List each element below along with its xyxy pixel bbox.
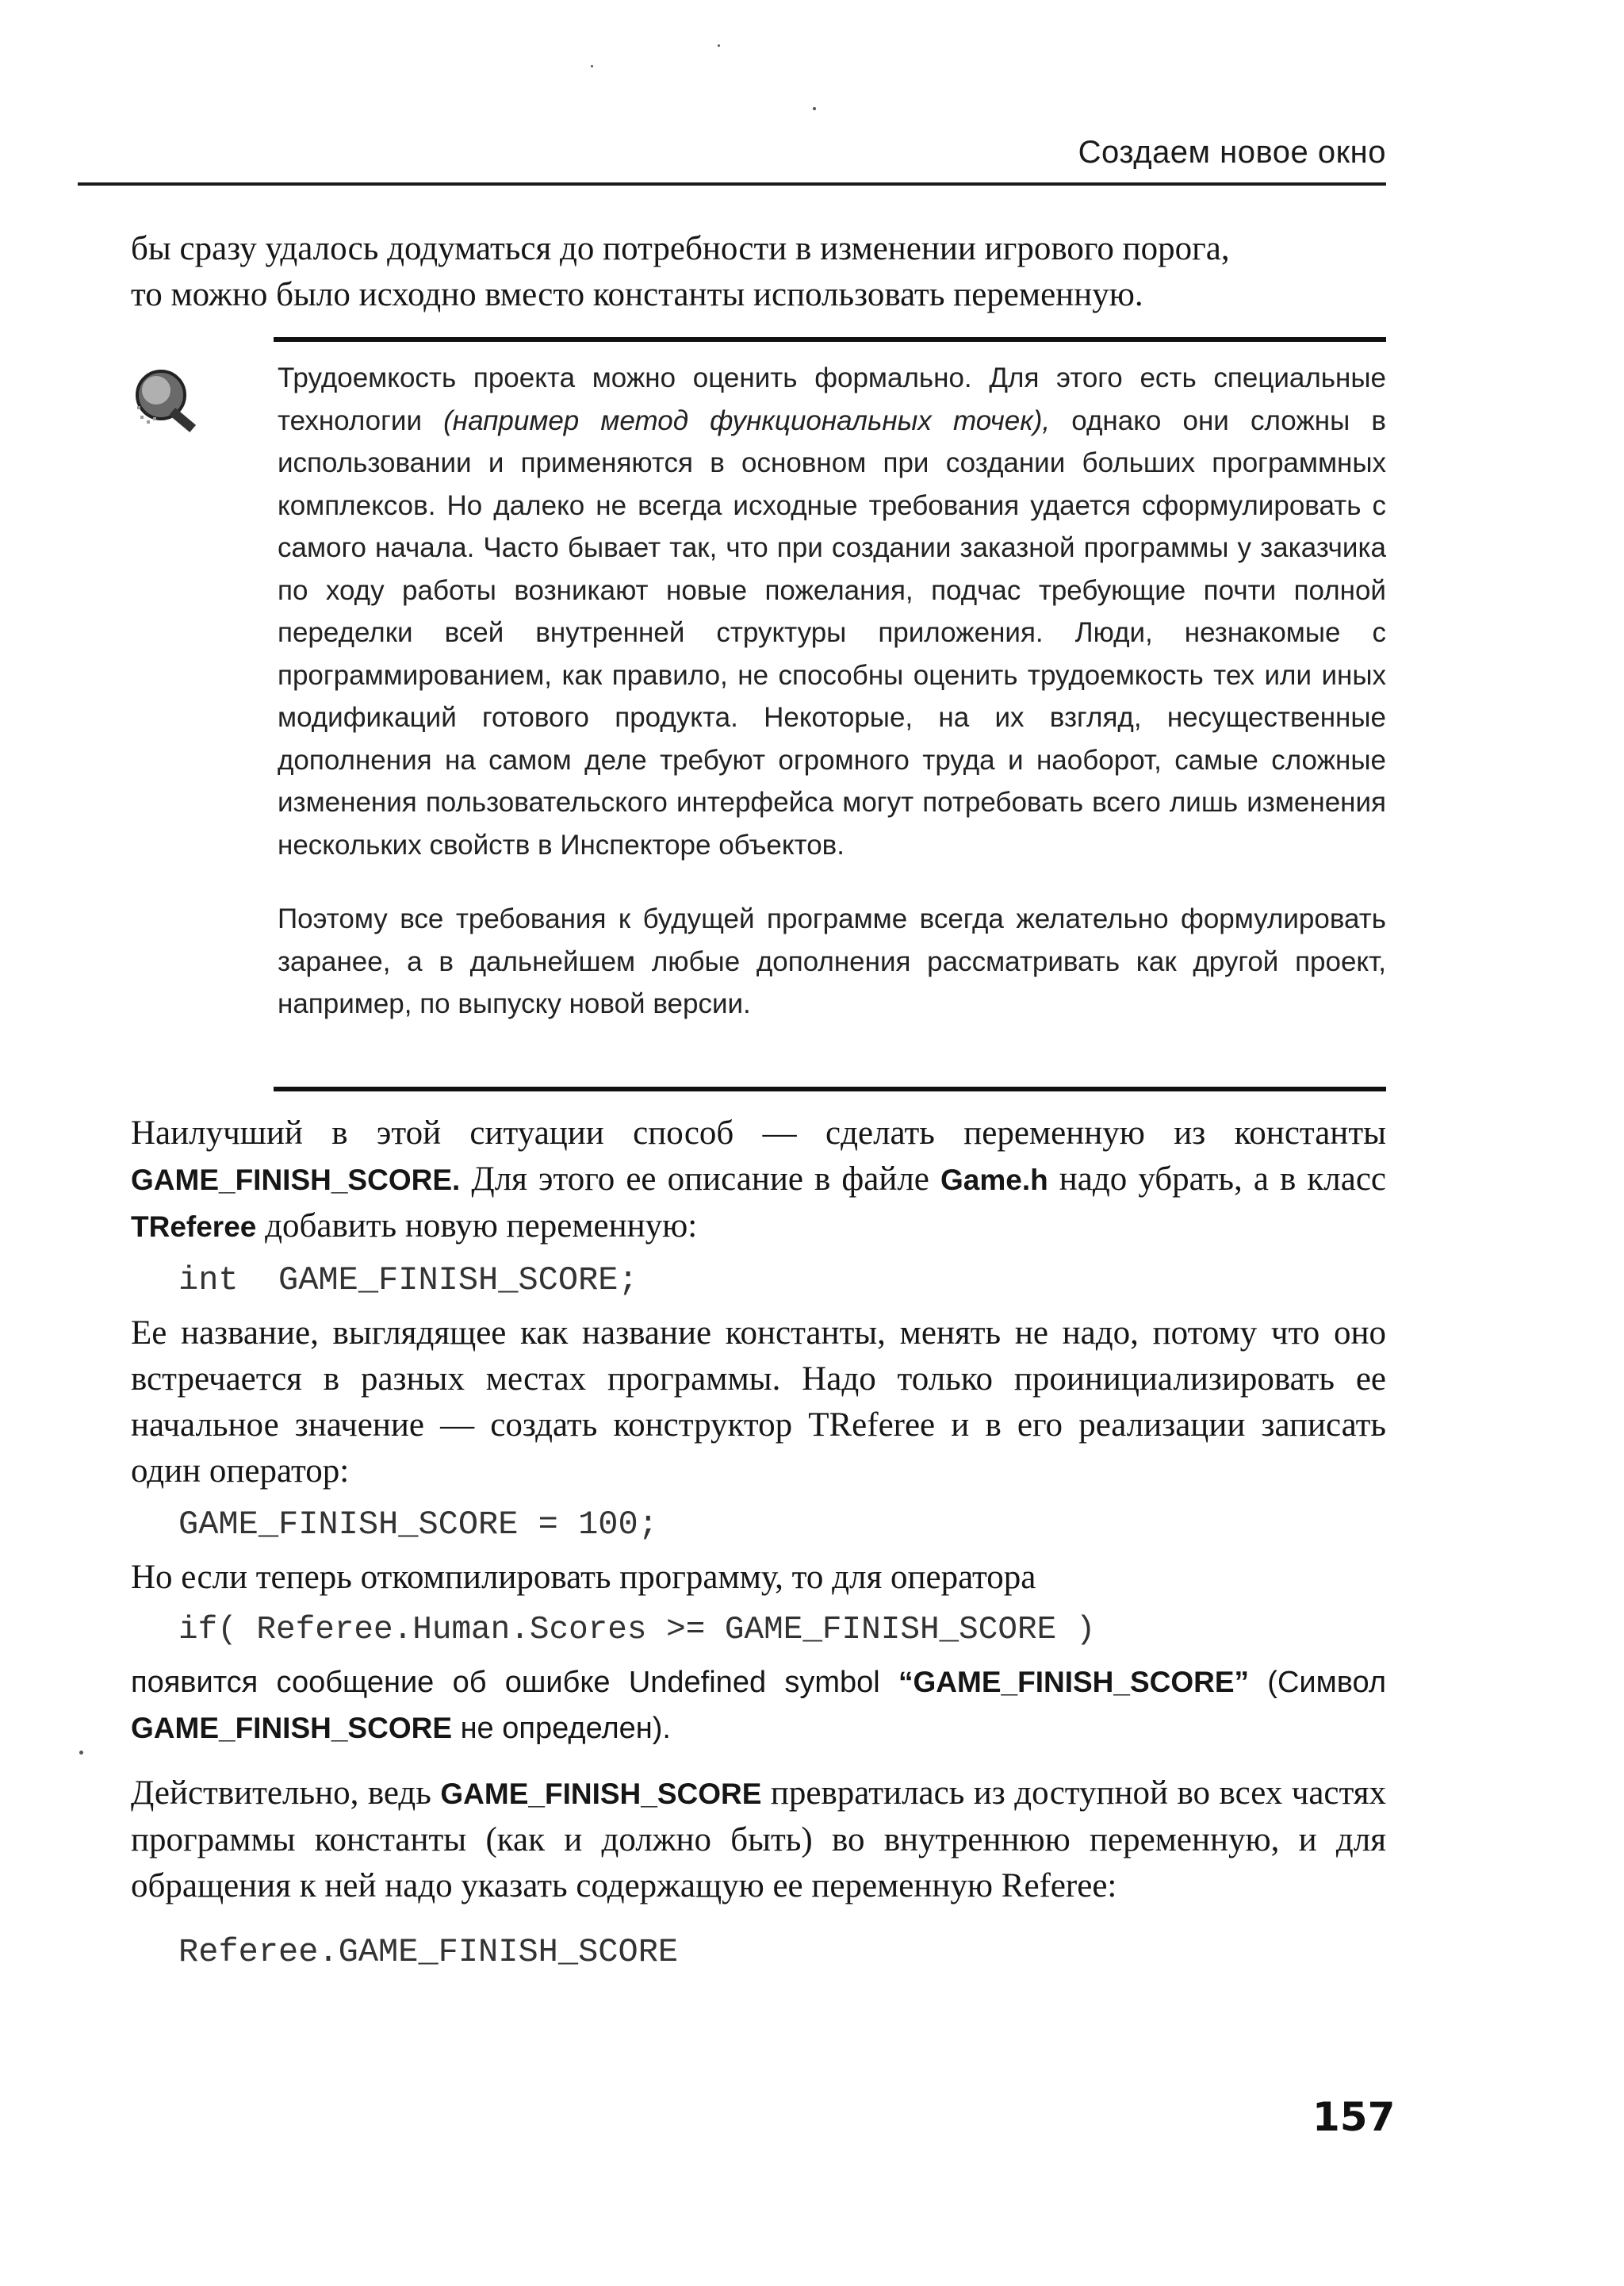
note-para1-italic: (например метод функциональных точек),: [443, 405, 1051, 436]
scan-speck: [79, 1751, 83, 1755]
code-line-2: GAME_FINISH_SCORE = 100;: [178, 1505, 658, 1544]
body-paragraph-4: [131, 1659, 1386, 1751]
intro-line-1: бы сразу удалось додуматься до потребности в изменении игрового порога,: [131, 230, 1230, 267]
code-line-3: if( Referee.Human.Scores >= GAME_FINISH_SCORE ): [178, 1612, 1096, 1648]
p1-text-a: Наилучший в этой ситуации способ — сделать переменную из константы: [131, 1114, 1386, 1152]
p4-symbol: “GAME_FINISH_SCORE”: [898, 1666, 1250, 1698]
p1-text-c: надо убрать, а в класс: [1048, 1160, 1387, 1198]
note-body: [278, 357, 1386, 1026]
p5-text-b: превратилась из доступной во всех частях программы константы (как и должно быть) во внутреннюю переменную, и для обращения к ней надо указать содержащую ее переменную Referee:: [131, 1774, 1386, 1904]
body-paragraph-1: [131, 1110, 1386, 1250]
p4-text-b: (Символ: [1249, 1666, 1386, 1699]
note-paragraph-1: [278, 357, 1386, 866]
note-para1-part-b: однако они сложны в использовании и применяются в основном при создании больших программных комплексов. Но далеко не всегда исходные требования удается сформулировать с самого начала. Часто бывает так, что при создании заказной программы у заказчика по ходу работы возникают новые пожелания, подчас требующие почти полной переделки всей внутренней структуры приложения. Люди, незнакомые с программированием, как правило, не способны оценить трудоемкость тех или иных модификаций готового продукта. Некоторые, на их взгляд, несущественные дополнения на самом деле требуют огромного труда и наоборот, самые сложные изменения пользовательского интерфейса могут потребовать всего лишь изменения нескольких свойств в Инспекторе объектов.: [278, 405, 1387, 861]
running-header: Создаем новое окно: [1078, 135, 1386, 170]
note-paragraph-2: Поэтому все требования к будущей программе всегда желательно формулировать заранее, а в дальнейшем любые дополнения рассматривать как другой проект, например, по выпуску новой версии.: [278, 903, 1386, 1019]
main-body: [131, 1110, 1386, 1971]
p4-constant: GAME_FINISH_SCORE: [131, 1712, 453, 1744]
header-rule: [78, 182, 1386, 186]
p1-filename: Game.h: [940, 1164, 1048, 1196]
p5-text-a: Действительно, ведь: [131, 1774, 441, 1812]
scan-speck: [813, 107, 816, 110]
intro-paragraph: [131, 226, 1386, 318]
scan-speck: [718, 44, 720, 47]
body-paragraph-5: [131, 1770, 1386, 1909]
note-para1-part-a: Трудоемкость проекта можно оценить формально. Для этого есть специальные технологии: [278, 362, 1386, 436]
p1-text-d: добавить новую переменную:: [256, 1207, 698, 1245]
body-paragraph-2: Ее название, выглядящее как название константы, менять не надо, потому что оно встречается в разных местах программы. Надо только проинициализировать ее начальное значение — создать конструктор TReferee и в его реализации записать один оператор:: [131, 1314, 1386, 1490]
magnifier-note-icon: [129, 365, 209, 436]
p1-text-b: Для этого ее описание в файле: [460, 1160, 940, 1198]
scan-speck: [591, 65, 593, 67]
p1-classname: TReferee: [131, 1210, 257, 1243]
body-paragraph-3: Но если теперь откомпилировать программу, то для оператора: [131, 1559, 1036, 1596]
code-line-4: Referee.GAME_FINISH_SCORE: [178, 1933, 679, 1971]
p4-text-a: появится сообщение об ошибке Undefined symbol: [131, 1666, 899, 1699]
code-line-1: int GAME_FINISH_SCORE;: [178, 1261, 638, 1299]
p5-constant: GAME_FINISH_SCORE: [440, 1778, 762, 1810]
note-bottom-rule: [274, 1087, 1386, 1091]
intro-line-2: то можно было исходно вместо константы использовать переменную.: [131, 276, 1143, 313]
note-top-rule: [274, 337, 1386, 342]
p1-constant: GAME_FINISH_SCORE.: [131, 1164, 461, 1196]
page-number: 157: [1312, 2094, 1396, 2140]
p4-text-c: не определен).: [452, 1712, 671, 1745]
